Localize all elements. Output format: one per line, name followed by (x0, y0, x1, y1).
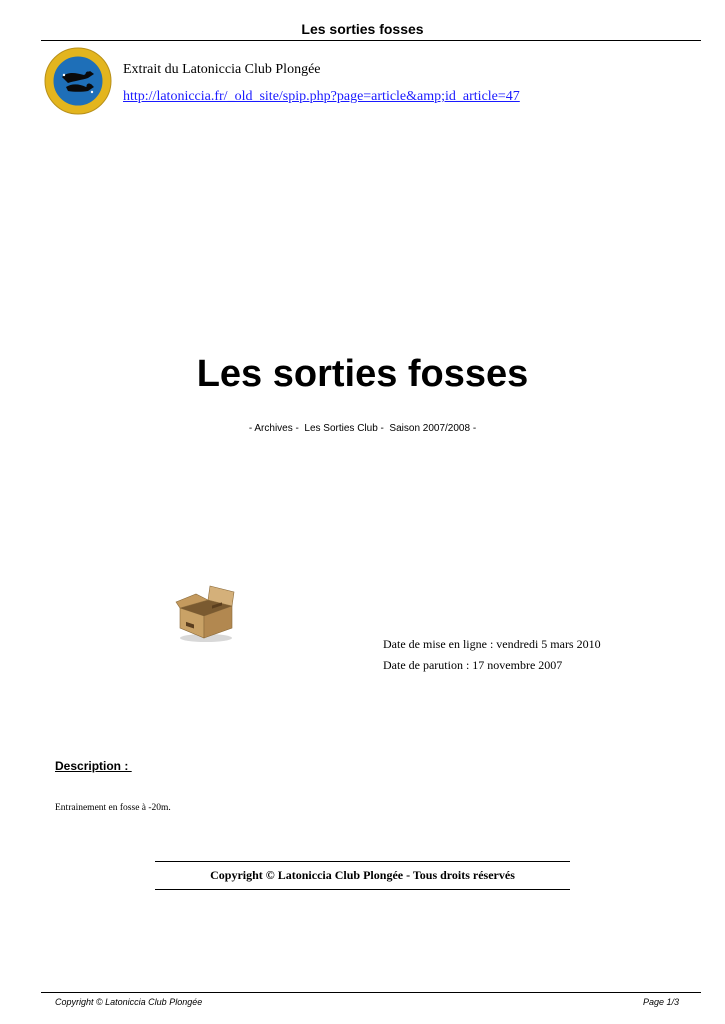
footer-copyright: Copyright © Latoniccia Club Plongée (55, 997, 203, 1007)
article-title: Les sorties fosses (196, 353, 529, 395)
copyright-notice: Copyright © Latoniccia Club Plongée - Tous droits réservés (210, 868, 515, 882)
page-number: Page 1/3 (642, 997, 679, 1007)
date-published: Date de parution : 17 novembre 2007 (383, 658, 563, 672)
date-online: Date de mise en ligne : vendredi 5 mars 2010 (383, 637, 601, 651)
description-heading: Description : (55, 759, 132, 773)
cardboard-box-icon (174, 584, 238, 644)
club-logo (44, 47, 112, 115)
extract-label: Extrait du Latoniccia Club Plongée (123, 62, 321, 77)
breadcrumb: - Archives - Les Sorties Club - Saison 2007/2008 - (248, 423, 477, 434)
copyright-divider-top (155, 861, 570, 862)
copyright-divider-bottom (155, 889, 570, 890)
footer-divider (41, 992, 701, 993)
source-link[interactable]: http://latoniccia.fr/_old_site/spip.php?page=article&amp;id_article=47 (123, 89, 520, 104)
header-divider (41, 40, 701, 41)
page-header-title: Les sorties fosses (301, 21, 424, 37)
description-text: Entrainement en fosse à -20m. (55, 803, 171, 813)
